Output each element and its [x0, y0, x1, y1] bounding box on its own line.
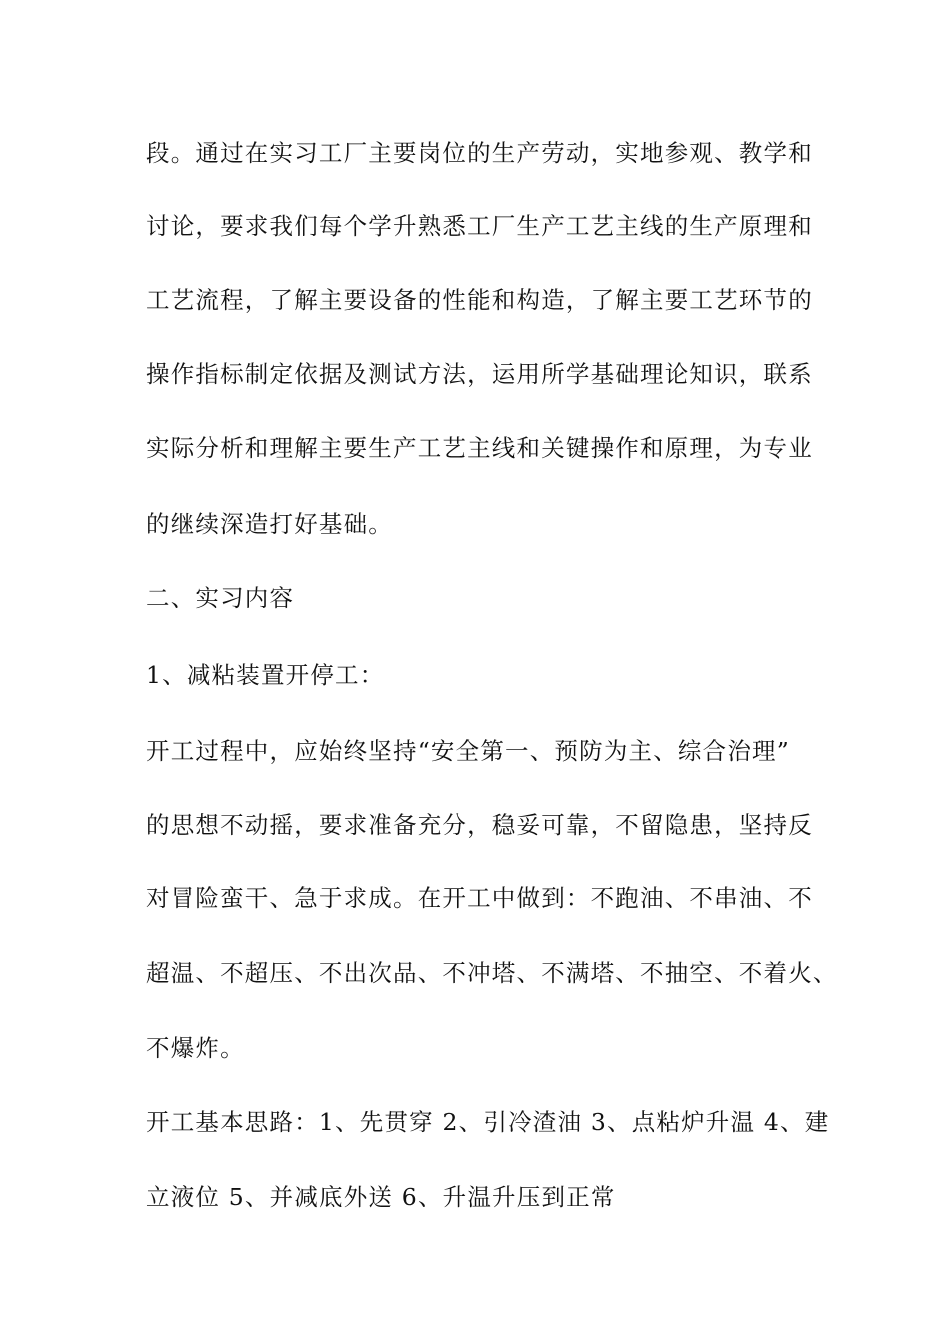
paragraph-line: 的思想不动摇，要求准备充分，稳妥可靠，不留隐患，坚持反 [146, 811, 813, 839]
paragraph-line: 实际分析和理解主要生产工艺主线和关键操作和原理，为专业 [146, 434, 813, 462]
paragraph-line: 开工过程中，应始终坚持“安全第一、预防为主、综合治理” [146, 737, 790, 765]
paragraph-line: 不爆炸。 [146, 1034, 245, 1062]
paragraph-line: 讨论，要求我们每个学升熟悉工厂生产工艺主线的生产原理和 [146, 212, 813, 240]
subsection-heading: 1、减粘装置开停工： [146, 661, 385, 689]
paragraph-line: 段。通过在实习工厂主要岗位的生产劳动，实地参观、教学和 [146, 139, 813, 167]
paragraph-line: 的继续深造打好基础。 [146, 510, 393, 538]
paragraph-line: 操作指标制定依据及测试方法，运用所学基础理论知识，联系 [146, 360, 813, 388]
paragraph-line: 工艺流程，了解主要设备的性能和构造，了解主要工艺环节的 [146, 286, 813, 314]
paragraph-line: 超温、不超压、不出次品、不冲塔、不满塔、不抽空、不着火、 [146, 959, 838, 987]
section-heading: 二、实习内容 [146, 584, 295, 612]
paragraph-line: 开工基本思路：1、先贯穿 2、引冷渣油 3、点粘炉升温 4、建 [146, 1108, 830, 1136]
paragraph-line: 对冒险蛮干、急于求成。在开工中做到：不跑油、不串油、不 [146, 884, 813, 912]
paragraph-line: 立液位 5、并减底外送 6、升温升压到正常 [146, 1183, 616, 1211]
